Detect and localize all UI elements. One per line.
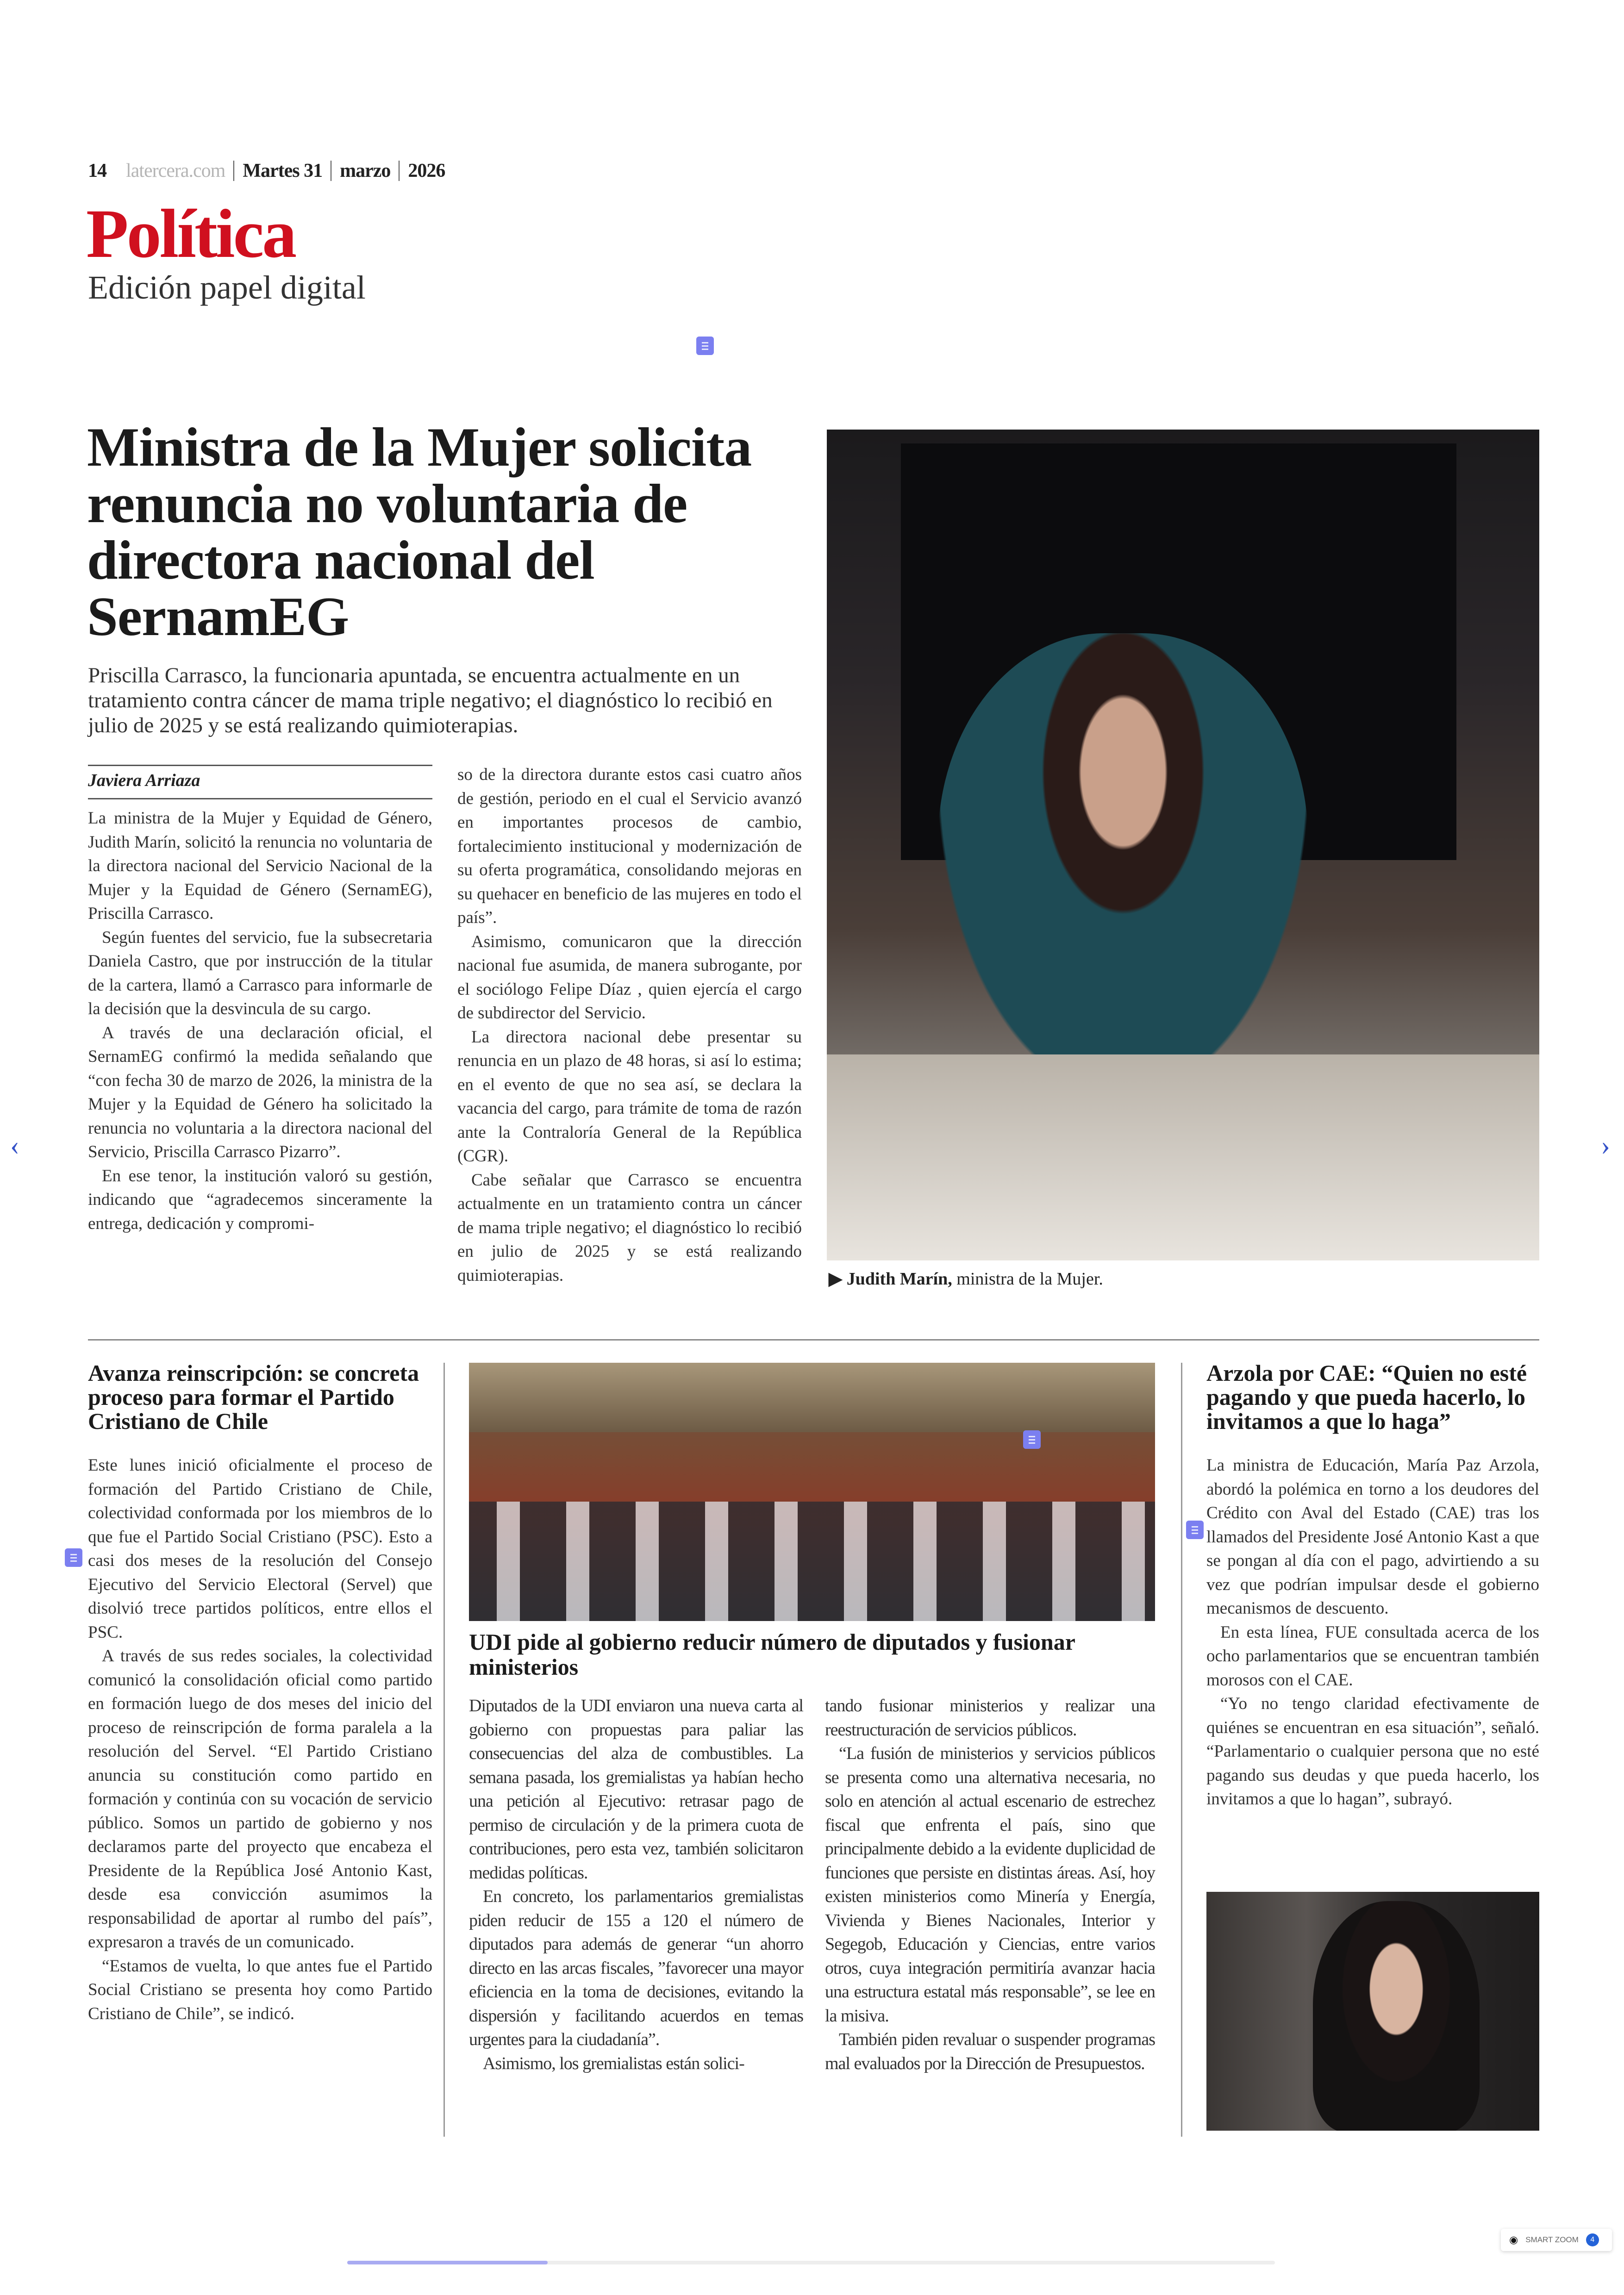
paragraph: tando fusionar ministerios y realizar una reestructuración de servicios públicos. [825,1696,1155,1740]
paragraph: La ministra de la Mujer y Equidad de Género, Judith Marín, solicitó la renuncia no voluntaria de la directora nacional del Servicio Nacional de la Mujer y la Equidad de Género (SernamEG), Priscilla Carrasco. [88,809,432,923]
eye-icon: ◉ [1509,2234,1518,2245]
divider [233,161,234,181]
note-marker-icon[interactable] [65,1548,82,1567]
photo-person [1313,1901,1480,2131]
byline-rule-top [88,765,432,766]
section-subtitle: Edición papel digital [88,269,366,306]
page-number: 14 [88,160,106,181]
main-headline: Ministra de la Mujer solicita renuncia no voluntaria de directora nacional del SernamEG [87,416,752,647]
smart-zoom-button[interactable] [1501,2229,1612,2251]
date-year: 2026 [408,160,445,181]
note-marker-icon[interactable] [696,337,714,355]
photo-caption: ▶ Judith Marín, ministra de la Mujer. [829,1269,1103,1289]
page-header [88,160,445,182]
paragraph: En esta línea, FUE consultada acerca de los ocho parlamentarios que se encuentran también morosos con el CAE. [1206,1622,1539,1690]
paragraph: “Yo no tengo claridad efectivamente de quiénes se encuentran en esa situación”, señaló. “Parlamentario o cualquier persona que no esté pagando sus deudas y que pueda hacerlo, los invitamos a que lo hagan”, subrayó. [1206,1694,1539,1809]
paragraph: También piden revaluar o suspender programas mal evaluados por la Dirección de Presupuestos. [825,2030,1155,2073]
paragraph: “Estamos de vuelta, lo que antes fue el Partido Social Cristiano se presenta hoy como Partido Cristiano de Chile”, se indicó. [88,1956,432,2023]
minister-photo [1206,1892,1539,2131]
caption-name: Judith Marín, [846,1269,952,1289]
smart-zoom-count: 4 [1586,2233,1599,2246]
section-title: Política [86,195,295,272]
byline: Javiera Arriaza [88,771,200,790]
paragraph: La ministra de Educación, María Paz Arzola, abordó la polémica en torno a los deudores del Crédito con Aval del Estado (CAE) tras los llamados del Presidente José Antonio Kast a que se pongan al día con el pago, advirtiendo a su vez que podrían impulsar desde el gobierno mecanismos de descuento. [1206,1456,1539,1618]
main-article-column-2 [457,763,802,1287]
paragraph: Cabe señalar que Carrasco se encuentra actualmente en un tratamiento contra un cáncer de mama triple negativo; el diagnóstico lo recibió en julio de 2025 y se está realizando quimioterapias. [457,1170,802,1285]
paragraph: A través de una declaración oficial, el SernamEG confirmó la medida señalando que “con fecha 30 de marzo de 2026, la ministra de la Mujer y la Equidad de Género ha solicitado la renuncia no voluntaria a la directora nacional del Servicio, Priscilla Carrasco Pizarro”. [88,1023,432,1161]
chevron-right-icon[interactable]: › [1601,1130,1610,1160]
page-scrollbar[interactable] [347,2261,1275,2264]
photo-desks [469,1502,1155,1621]
photo-back-wall [469,1363,1155,1432]
main-deck: Priscilla Carrasco, la funcionaria apuntada, se encuentra actualmente en un tratamiento contra cáncer de mama triple negativo; el diagnóstico lo recibió en julio de 2025 y se está realizando quimioterapias. [88,663,773,737]
paragraph: Diputados de la UDI enviaron una nueva carta al gobierno con propuestas para paliar las consecuencias del alza de combustibles. La semana pasada, los gremialistas ya habían hecho una petición al Ejecutivo: retrasar pago de permiso de circulación y de la primera cuota de contribuciones, pero esta vez, también solicitaron medidas políticas. [469,1696,803,1883]
date-month: marzo [340,160,391,181]
scrollbar-thumb[interactable] [347,2261,548,2264]
chevron-left-icon[interactable]: ‹ [10,1130,19,1160]
chamber-photo [469,1363,1155,1621]
paragraph: “La fusión de ministerios y servicios públicos se presenta como una alternativa necesaria, no solo en atención al actual escenario de estrechez fiscal que enfrenta el país, sino que principalmente debido a la evidente duplicidad de funciones que persiste en distintas áreas. Así, hoy existen ministerios como Minería y Energía, Vivienda y Bienes Nacionales, Interior y Segegob, Educación y Ciencias, entre varios otros, cuya integración permitiría avanzar hacia una estructura estatal más responsable”, se lee en la misiva. [825,1744,1155,2026]
column-divider [1181,1363,1182,2137]
paragraph: En concreto, los parlamentarios gremialistas piden reducir de 155 a 120 el número de diputados para además de generar “un ahorro directo en las arcas fiscales, ”favorecer una mayor eficiencia en la toma de decisiones, evitando la dispersión y facilitando acuerdos en temas urgentes para la ciudadanía”. [469,1887,803,2049]
paragraph: A través de sus redes sociales, la colectividad comunicó la consolidación oficial como partido en formación luego de dos meses del inicio del proceso de reinscripción de forma paralela a la resolución del Servel. “El Partido Cristiano anuncia su constitución como partido en formación y continúa con su vocación de servicio público. Somos un partido de gobierno y nos declaramos parte del proyecto que encabeza el Presidente de la República José Antonio Kast, desde esa convicción asumimos la responsabilidad de aportar al rumbo del país”, expresaron a través de un comunicado. [88,1646,432,1952]
note-marker-icon[interactable] [1186,1521,1204,1539]
left-article-body [88,1453,432,2026]
date-day: Martes 31 [243,160,323,181]
paragraph: Asimismo, comunicaron que la dirección nacional fue asumida, de manera subrogante, por el sociólogo Felipe Díaz , quien ejercía el cargo de subdirector del Servicio. [457,932,802,1023]
right-article-headline: Arzola por CAE: “Quien no esté pagando y que pueda hacerlo, lo invitamos a que lo haga” [1206,1360,1527,1434]
right-article-body [1206,1453,1539,1811]
section-divider [88,1339,1539,1341]
smart-zoom-label: SMART ZOOM [1525,2235,1579,2244]
note-marker-icon[interactable] [1023,1430,1041,1449]
paragraph: La directora nacional debe presentar su renuncia en un plazo de 48 horas, si así lo estima; en el evento de que no sea así, se declara la vacancia del cargo, para trámite de toma de razón ante la Contraloría General de la República (CGR). [457,1027,802,1166]
paragraph: so de la directora durante estos casi cuatro años de gestión, periodo en el cual el Servicio avanzó en importantes procesos de cambio, fortalecimiento institucional y modernización de su oferta programática, consolidando mejoras en su quehacer en beneficio de las mujeres en todo el país”. [457,765,802,927]
site-name: latercera.com [126,160,225,181]
center-article-column-2 [825,1694,1155,2076]
divider [399,161,400,181]
paragraph: Este lunes inició oficialmente el proceso de formación del Partido Cristiano de Chile, colectividad conformada por los miembros de lo que fue el Partido Social Cristiano (PSC). Esto a casi dos meses de la resolución del Consejo Ejecutivo del Servicio Electoral (Servel) que disolvió trece partidos políticos, entre ellos el PSC. [88,1456,432,1642]
paragraph: Asimismo, los gremialistas están solici- [483,2053,744,2073]
byline-rule-bottom [88,798,432,799]
column-divider [443,1363,445,2137]
photo-person [938,633,1308,1096]
center-article-column-1 [469,1694,803,2076]
paragraph: En ese tenor, la institución valoró su gestión, indicando que “agradecemos sinceramente la entrega, dedicación y compromi- [88,1166,432,1233]
photo-desk [827,1054,1539,1260]
caption-text: ministra de la Mujer. [952,1269,1103,1289]
main-article-column-1 [88,806,432,1235]
main-photo [827,430,1539,1260]
left-article-headline: Avanza reinscripción: se concreta proceso para formar el Partido Cristiano de Chile [88,1360,419,1434]
center-article-headline: UDI pide al gobierno reducir número de diputados y fusionar ministerios [469,1629,1075,1680]
paragraph: Según fuentes del servicio, fue la subsecretaria Daniela Castro, que por instrucción de la titular de la cartera, llamó a Carrasco para informarle de la decisión que la desvincula de su cargo. [88,928,432,1018]
